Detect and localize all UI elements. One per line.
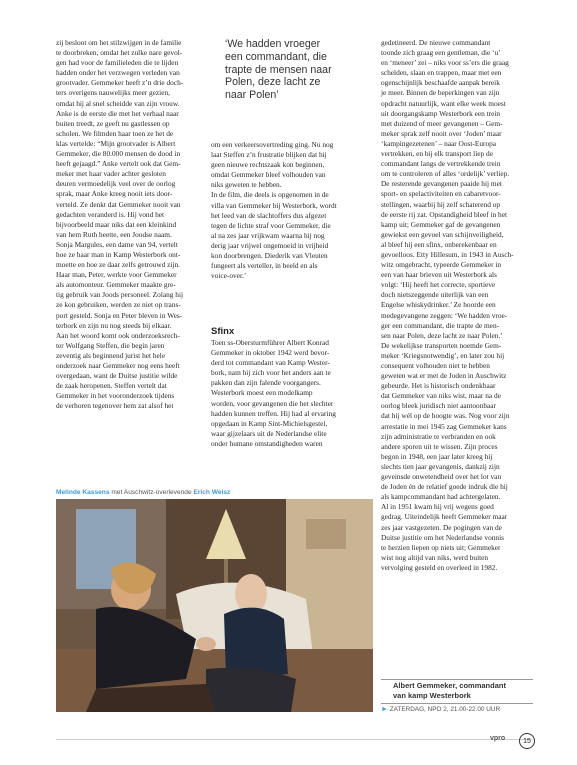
footer-rule [56,739,533,740]
program-box-rule-top [381,679,533,680]
photo-illustration [56,499,373,712]
photo-caption [56,489,376,496]
pull-quote-text: ‘We hadden vroeger een commandant, die trapte de mensen naar Polen, deze lacht ze naar Polen’ [225,38,332,102]
article-photo [56,499,373,712]
article-paragraph: gedetineerd. De nieuwe commandant toonde zich graag een gentleman, die ‘u’ en ‘meneer’ zei – niks voor ss’ers die graag schelden, slaan en trappen, maar met een ogenschijnlijk beschaafde aanpak bereik je meer. Binnen de beperkingen van zijn opdracht natuurlijk, want elke week moest uit doorgangskamp Westerbork een trein met duizend of meer gevangenen – Gem- meker sprak zelf nooit over ‘Joden’ maar ‘kampingezetenen’ – naar Oost-Europa vertrekken, en bij elk transport liep de commandant langs de vertrekkende trein om te controleren of alles ‘ordelijk’ verliep. De resterende gevangenen paaide hij met sport- en spelactiviteiten en cabaretvoor- stellingen, waarbij hij zelf schaterend op de eerste rij zat. Opstandigheid bleef in het kamp uit; Gemmeker gaf de gevangenen gewiekst een gevoel van schijnveiligheid, al bleef hij een sfinx, onberekenbaar en gevoelloos. Etty Hillesum, in 1943 in Ausch- witz omgebracht, typeerde Gemmeker in een van haar brieven uit Westerbork als volgt: ‘Hij heeft het correcte, sportieve doch nietszeggende uiterlijk van een Engelse whiskydrinker.’ Ze hoorde een medegevangene zeggen: ‘We hadden vroe- ger een commandant, die trapte de men- sen naar Polen, deze lacht ze naar Polen.’ De wekelijkse transporten noemde Gem- meker ‘Kriegsnotwendig’, en later zou hij consequent volhouden niet te hebben geweten wat er met de Joden in Auschwitz gebeurde. Het is historisch ondenkbaar dat Gemmeker van niks wist, maar na de oorlog bleek juridisch niet aantoonbaar dat hij wél op de hoogte was. Nog voor zijn arrestatie in mei 1945 zag Gemmeker kans zijn administratie te verbranden en ook andere sporen uit te wissen. Zijn proces begon in 1948, een jaar later kreeg hij slechts tien jaar gevangenis, dankzij zijn geveinsde onwetendheid over het lot van de Joden én de relatief goede indruk die hij als kampcommandant had achtergelaten. Al in 1951 kwam hij vrij wegens goed gedrag. Uiteindelijk heeft Gemmeker maar zes jaar vastgezeten. De pogingen van de Duitse justitie om het Nederlandse vonnis te herzien liepen op niets uit; Gemmeker wist nog altijd van niks, werd buiten vervolging gesteld en overleed in 1982. [381,38,514,572]
caption-name-2: Erich Weisz [193,489,231,496]
program-box-rule-bottom [381,703,533,704]
article-column-2-top [211,140,371,281]
article-column-2-mid [211,338,371,449]
article-paragraph: om een verkeersovertreding ging. Nu nog laat Steffen z’n frustratie blijken dat hij geen nieuwe rechtszaak kon beginnen, omdat Gemmeker bleef volhouden van niks geweten te hebben. In de film, die deels is opgenomen in de villa van Gemmeker bij Westerbork, wordt het leed van de slachtoffers dus afgezet tegen de lichte straf voor Gemmeker, die al na zes jaar vrijkwam waarna hij nog derig jaar vrijwel ongemoeid in vrijheid kon doorbrengen. Diederik van Vleuten fungeert als verteller, in beeld en als voice-over.’ [211,140,337,281]
play-arrow-icon: ► [381,706,388,713]
pull-quote [225,38,373,102]
article-paragraph: zij besloot om het stilzwijgen in de familie te doorbreken, omdat het zulke nare gevol- gen had voor de familieleden die te lijden hadden onder het verzwegen verleden van grootvader. Gemmeker heeft z’n drie doch- ters overigens nauwelijks meer gezien, omdat hij al snel scheidde van zijn vrouw. Anke is de eerste die met het verhaal naar buiten treedt, ze geeft nu gastlessen op scholen. We filmden haar toen ze het de klas vertelde: “Mijn grootvader is Albert Gemmeker, die 80.000 mensen de dood in heeft gejaagd.” Anke vertelt ook dat Gem- meker met haar vader achter gesloten deuren vermoedelijk veel over de oorlog sprak, maar Anke kreeg nooit iets door- verteld. Ze denkt dat Gemmeker nooit van gedachten veranderd is. Hij vond het bijvoorbeeld maar niks dat een kleinkind van hem Ruth heette, een Joodse naam. Sonja Margules, een dame van 94, vertelt hoe ze haar man in Kamp Westerbork ont- moette en hoe ze daar zelfs getrouwd zijn. Haar man, Peter, werkte voor Gemmeker als automonteur. Gemmeker maakte gre- tig gebruik van Joods personeel. Zolang hij ze kon gebruiken, werden ze niet op trans- port gesteld. Sonja en Peter bleven in Wes- terbork en zijn nu nog steeds bij elkaar. Aan het woord komt ook onderzoeksrech- ter Wolfgang Steffen, die begin jaren zeventig als beginnend jurist het hele onderzoek naar Gemmeker nog eens heeft overgedaan, want de Duitse justitie wilde de zaak heropenen. Steffen vertelt dat Gemmeker in het vooronderzoek tijdens de verhoren tegenover hem zat alsof het [56,38,184,411]
schedule-text: ZATERDAG, NPO 2, 21.00-22.00 UUR [389,706,501,713]
program-title: Albert Gemmeker, commandant van kamp Westerbork [393,681,506,700]
article-paragraph: Toen ss-Obersturmführer Albert Konrad Gemmeker in oktober 1942 werd bevor- derd tot commandant van Kamp Wester- bork, nam hij zich voor het anders aan te pakken dan zijn falende voorgangers. Westerbork moest een modelkamp worden, voor gevangenen die het slechter hadden kunnen treffen. Hij had al ervaring opgedaan in Kamp Sint-Michielsgestel, waar gijzelaars uit de Nederlandse elite onder humane omstandigheden waren [211,338,336,448]
vpro-logo: vpro [490,735,506,742]
article-column-3 [381,38,533,573]
program-box-title [393,681,533,700]
caption-middle: met Auschwitz-overlevende [109,489,194,496]
subheading-sfinx: Sfinx [211,326,235,337]
program-schedule [381,706,541,713]
caption-name-1: Melinde Kassens [56,489,110,496]
page-number-text: 15 [523,737,531,745]
article-column-1 [56,38,206,411]
page-number [519,733,535,749]
